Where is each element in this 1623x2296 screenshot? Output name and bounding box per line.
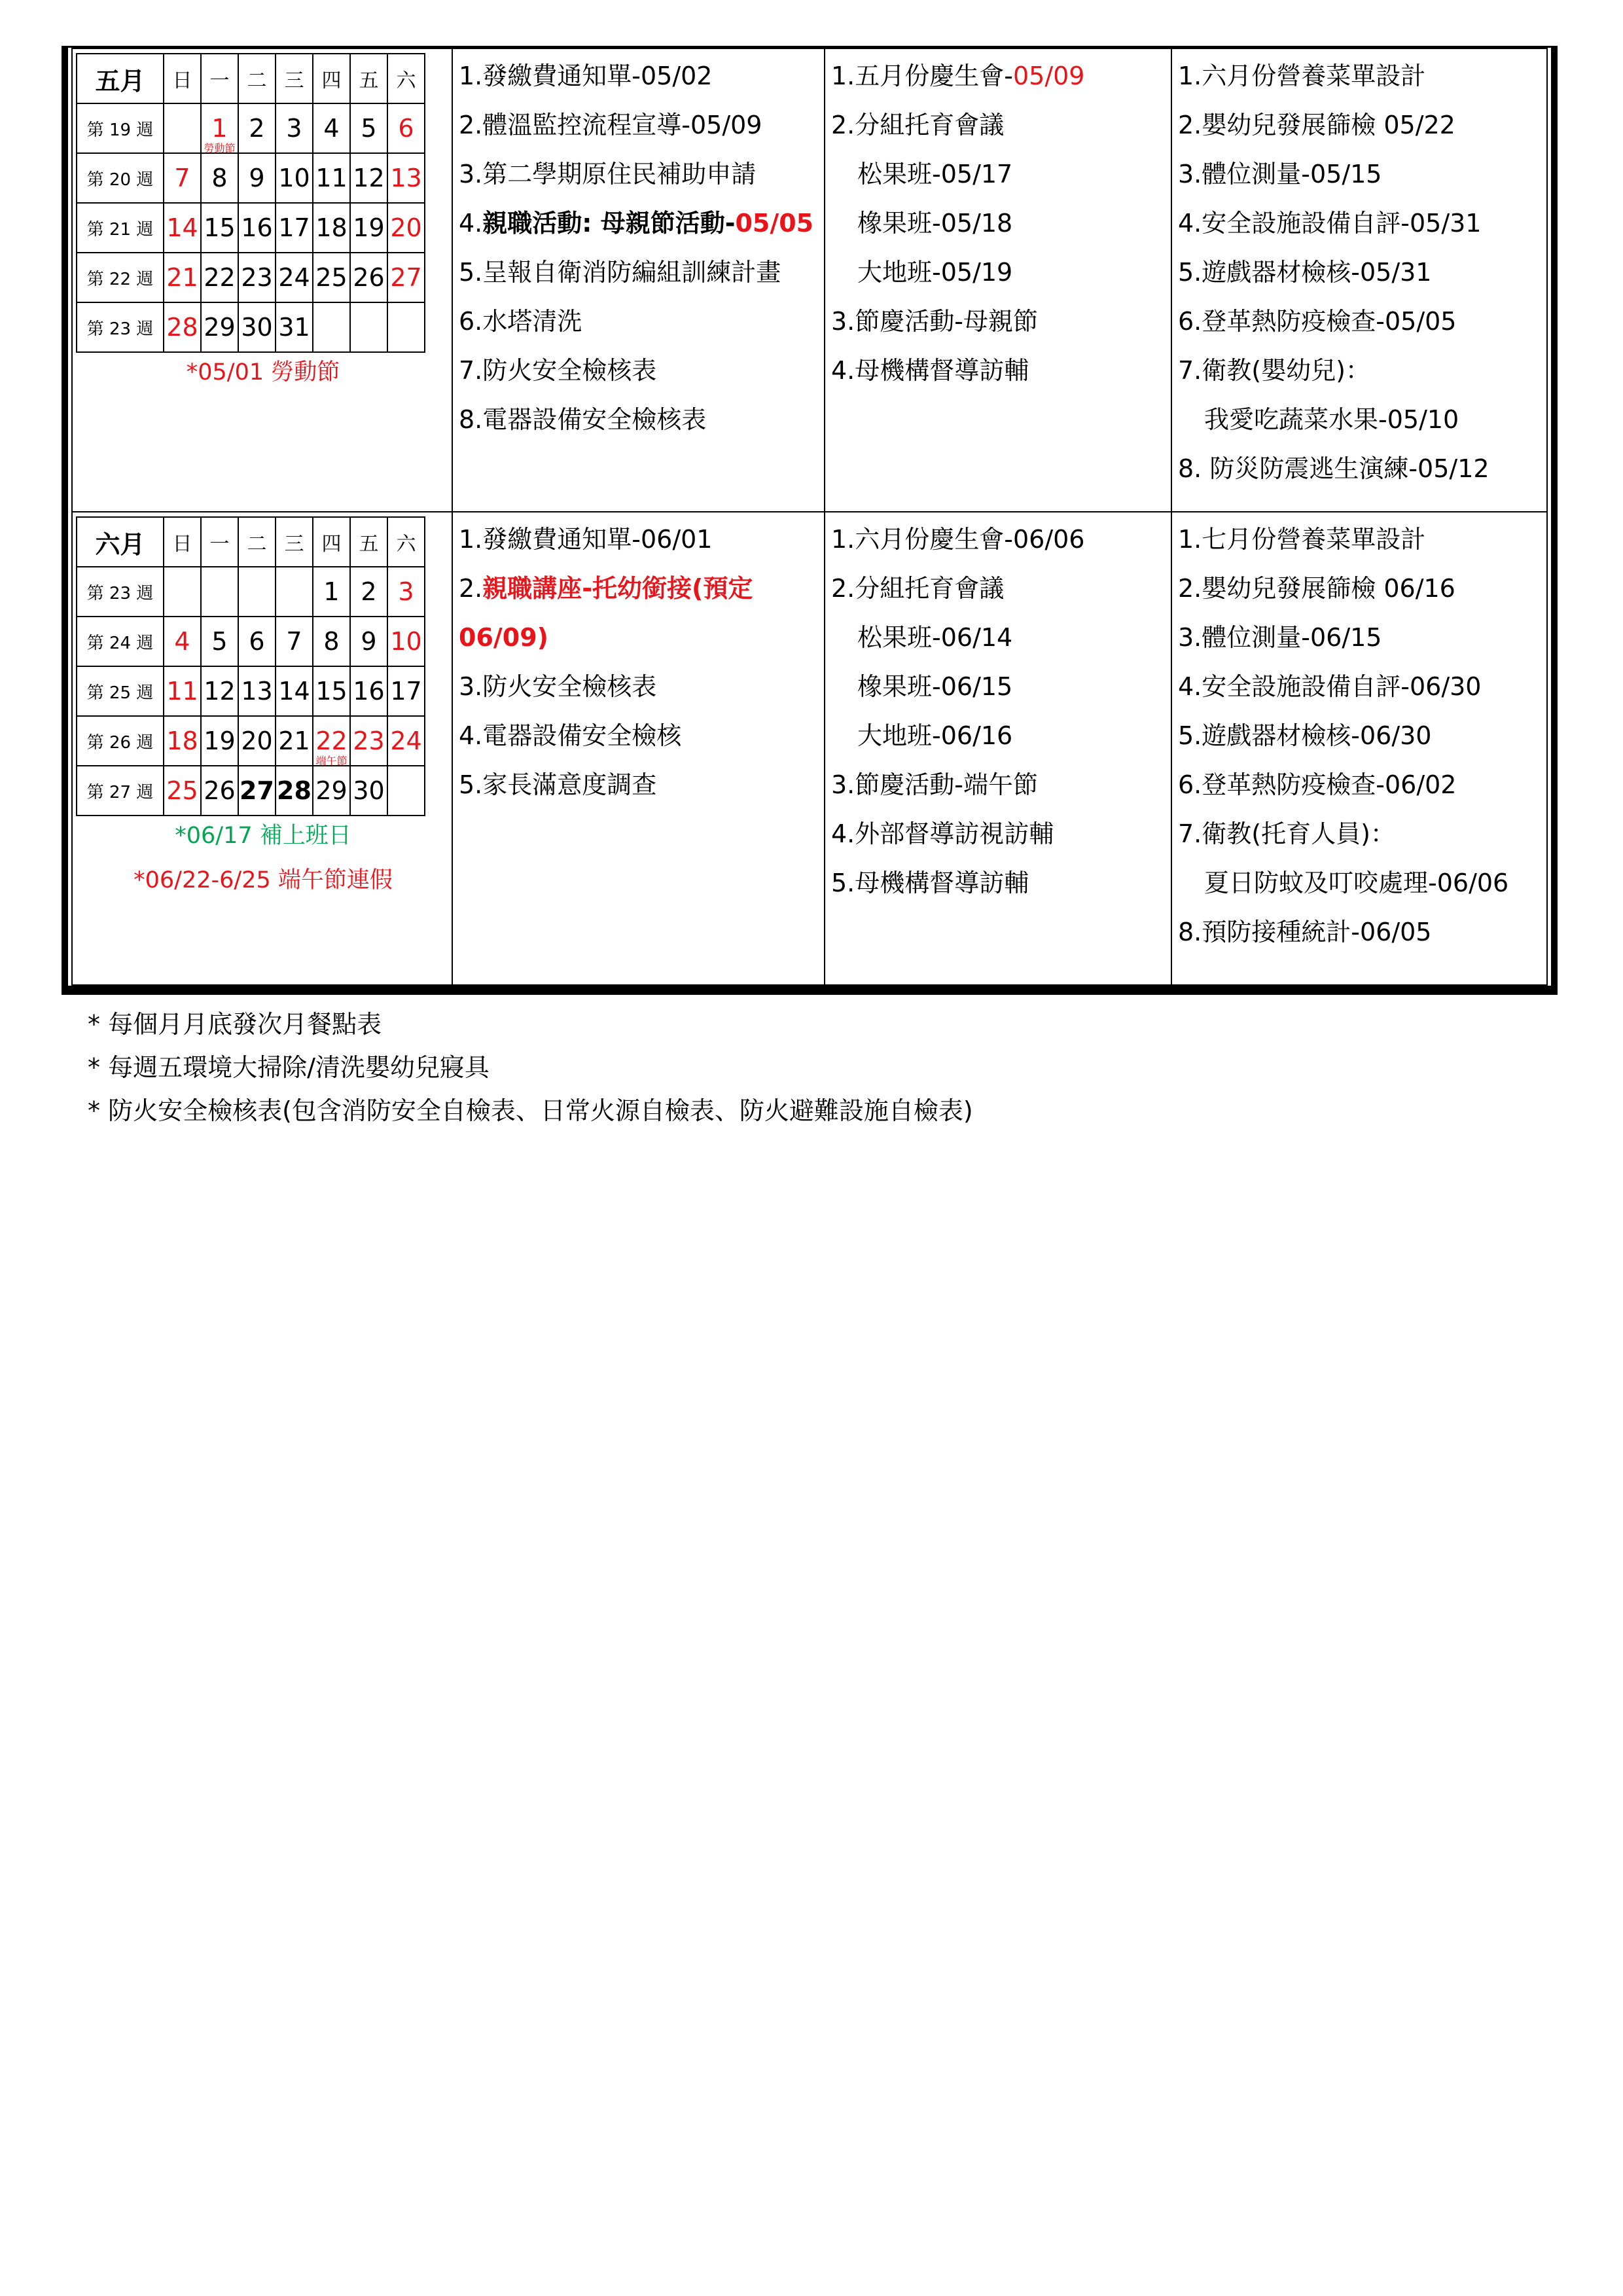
calendar-week-row [77,253,425,302]
day-number: 23 [353,726,385,755]
activity-line [1178,454,1489,484]
calendar-day [238,766,276,816]
activity-line [831,524,1084,554]
holiday-note: 端午節 [315,755,348,767]
calendar-week-row [77,203,425,253]
activity-line [831,306,1038,336]
day-number: 19 [353,213,385,242]
activity-text: 6.登革熱防疫檢查-06/02 [1178,770,1457,799]
activity-line [1178,721,1431,751]
activity-text: 2.嬰幼兒發展篩檢 06/16 [1178,574,1455,603]
holiday-note: 勞動節 [204,142,236,154]
week-number: 第 26 週 [77,716,164,766]
calendar-day [313,766,350,816]
activity-line [1178,61,1425,91]
day-number: 25 [315,263,348,292]
activity-line [459,622,548,653]
calendar-day [276,302,313,352]
calendar-day [164,302,201,352]
activity-text: 7.衛教(托育人員)： [1178,819,1395,848]
week-number: 第 27 週 [77,766,164,816]
calendar-day [238,253,276,302]
calendar-day [387,716,425,766]
activity-line [857,159,1012,189]
day-number: 10 [278,164,310,192]
activity-text: 2.分組托育會議 [831,574,1005,603]
calendar-day [201,716,238,766]
day-number: 14 [278,677,310,706]
activity-line [1178,770,1456,800]
day-number: 14 [166,213,198,242]
activity-text: 05/09 [1012,62,1085,90]
week-number: 第 20 週 [77,153,164,203]
activity-text: 4. [459,209,483,238]
calendar-day [164,253,201,302]
activity-text: 5.遊戲器材檢核-06/30 [1178,721,1432,750]
activity-text: 6.登革熱防疫檢查-05/05 [1178,307,1457,336]
weekday-header: 三 [276,54,313,103]
calendar-day [313,153,350,203]
calendar-day [164,716,201,766]
activity-line [459,524,712,554]
calendar-day [313,716,350,766]
weekday-header: 日 [164,517,201,567]
holiday-item: *05/01 勞動節 [186,359,340,386]
calendar-day [350,716,387,766]
day-number: 5 [361,114,377,143]
day-number: 24 [278,263,310,292]
calendar-day [387,253,425,302]
calendar-header-row [77,54,425,103]
activity-text: 4.母機構督導訪輔 [831,356,1029,385]
weekday-header: 六 [387,517,425,567]
calendar-day [238,567,276,617]
activity-text: 3.體位測量-05/15 [1178,160,1382,188]
activity-text: 2.分組托育會議 [831,111,1005,139]
calendar-day [201,203,238,253]
calendar-header-row [77,517,425,567]
week-number: 第 23 週 [77,302,164,352]
calendar-day [313,567,350,617]
activity-line [1178,257,1431,287]
day-number: 13 [241,677,273,706]
activity-line [1204,404,1459,435]
day-number: 1 [323,577,340,606]
activity-line [459,672,656,702]
day-number: 28 [166,313,198,342]
activity-text: 5.母機構督導訪輔 [831,869,1029,897]
activity-text: 親職講座-托幼銜接(預定 [482,574,753,603]
calendar-day [313,302,350,352]
activity-line [459,355,656,386]
calendar-week-row [77,153,425,203]
day-number: 19 [204,726,236,755]
activity-line [459,404,706,435]
calendar-day [238,617,276,666]
activity-line [1204,868,1508,898]
calendar-day [201,302,238,352]
day-number: 12 [204,677,236,706]
calendar-day [276,617,313,666]
calendar-day [164,617,201,666]
activity-line [831,355,1029,386]
day-number: 22 [204,263,236,292]
day-number: 29 [315,776,348,805]
day-number: 21 [278,726,310,755]
activity-text: 大地班-05/19 [857,258,1013,287]
activity-text: 5.家長滿意度調查 [459,770,657,799]
calendar-day [387,567,425,617]
day-number: 10 [390,627,422,656]
day-number: 18 [166,726,198,755]
activity-line [459,208,813,238]
activity-text: 8. 防災防震逃生演練-05/12 [1178,454,1489,483]
week-number: 第 19 週 [77,103,164,153]
activity-text: 橡果班-05/18 [857,209,1013,238]
calendar-day [238,302,276,352]
activity-text: 1.六月份慶生會-06/06 [831,525,1085,554]
calendar-day [313,666,350,716]
activity-text: 大地班-06/16 [857,721,1013,750]
activity-line [857,672,1012,702]
activity-text: 3.節慶活動-母親節 [831,307,1038,336]
activity-text: 3.體位測量-06/15 [1178,623,1382,652]
day-number: 2 [361,577,377,606]
activity-line [459,573,753,603]
calendar-day [387,103,425,153]
activity-line [1178,355,1370,386]
activity-line [857,721,1012,751]
activity-line [1178,208,1481,238]
calendar-day [350,617,387,666]
calendar-week-row [77,666,425,716]
calendar-day [201,153,238,203]
weekday-header: 一 [201,517,238,567]
day-number: 4 [174,627,190,656]
activity-line [459,159,756,189]
may-calendar [76,53,425,353]
calendar-day [350,666,387,716]
activity-text: 5.遊戲器材檢核-05/31 [1178,258,1432,287]
activity-text: 4.安全設施設備自評-06/30 [1178,672,1482,701]
activity-line [1178,573,1455,603]
day-number: 7 [174,164,190,192]
week-number: 第 21 週 [77,203,164,253]
activity-text: 06/09) [459,623,549,652]
calendar-day [164,766,201,816]
day-number: 4 [323,114,340,143]
calendar-week-row [77,766,425,816]
activity-text: 8.預防接種統計-06/05 [1178,918,1432,946]
activity-line [459,257,781,287]
activity-line [831,110,1004,140]
column-divider [1171,49,1172,984]
calendar-day [350,203,387,253]
weekday-header: 日 [164,54,201,103]
activity-text: 3.第二學期原住民補助申請 [459,160,757,188]
day-number: 17 [390,677,422,706]
day-number: 12 [353,164,385,192]
day-number: 11 [315,164,348,192]
activity-text: 8.電器設備安全檢核表 [459,405,707,434]
weekday-header: 四 [313,517,350,567]
calendar-day [164,203,201,253]
calendar-day [201,253,238,302]
calendar-day [276,203,313,253]
day-number: 11 [166,677,198,706]
activity-text: 1.發繳費通知單-05/02 [459,62,713,90]
calendar-day [238,716,276,766]
calendar-day [238,153,276,203]
day-number: 28 [277,776,312,805]
calendar-day [350,253,387,302]
activity-text: 5.呈報自衛消防編組訓練計畫 [459,258,781,287]
calendar-day [164,567,201,617]
day-number: 29 [204,313,236,342]
calendar-day [238,203,276,253]
activity-text: 7.衛教(嬰幼兒)： [1178,356,1370,385]
weekday-header: 二 [238,54,276,103]
activity-line [831,61,1084,91]
june-calendar [76,516,425,816]
activity-text: 2.嬰幼兒發展篩檢 05/22 [1178,111,1455,139]
calendar-day [387,766,425,816]
activity-text: 松果班-05/17 [857,160,1013,188]
activity-text: 橡果班-06/15 [857,672,1013,701]
calendar-week-row [77,302,425,352]
day-number: 30 [241,313,273,342]
activity-line [1178,306,1456,336]
activity-text: 3.節慶活動-端午節 [831,770,1038,799]
activity-text: 我愛吃蔬菜水果-05/10 [1204,405,1459,434]
day-number: 2 [249,114,265,143]
calendar-day [387,617,425,666]
calendar-day [276,103,313,153]
activity-text: 7.防火安全檢核表 [459,356,657,385]
day-number: 26 [353,263,385,292]
calendar-day [387,666,425,716]
calendar-day [387,153,425,203]
column-divider [452,49,453,984]
calendar-day [350,302,387,352]
day-number: 22 [315,726,348,755]
day-number: 5 [211,627,228,656]
calendar-day [201,666,238,716]
calendar-day [276,766,313,816]
calendar-day [387,203,425,253]
day-number: 15 [315,677,348,706]
activity-line [831,573,1004,603]
activity-text: 1.五月份慶生會- [831,62,1013,90]
activity-text: 親職活動: 母親節活動- [482,209,736,238]
calendar-day [164,103,201,153]
day-number: 13 [390,164,422,192]
day-number: 21 [166,263,198,292]
calendar-day [201,617,238,666]
calendar-day [201,567,238,617]
activity-text: 1.六月份營養菜單設計 [1178,62,1426,90]
activity-line [1178,110,1455,140]
footnote: * 防火安全檢核表(包含消防安全自檢表、日常火源自檢表、防火避難設施自檢表) [88,1096,973,1125]
schedule-table [71,48,1548,986]
activity-line [1178,672,1481,702]
calendar-week-row [77,567,425,617]
schedule-frame [62,46,1558,995]
activity-line [459,306,582,336]
day-number: 23 [241,263,273,292]
activity-text: 6.水塔清洗 [459,307,582,336]
calendar-day [164,153,201,203]
day-number: 20 [390,213,422,242]
holiday-item: *06/22-6/25 端午節連假 [134,867,393,893]
calendar-day [350,103,387,153]
activity-line [1178,819,1395,849]
activity-text: 05/05 [735,209,814,238]
day-number: 16 [353,677,385,706]
calendar-day [313,103,350,153]
calendar-day [313,253,350,302]
day-number: 3 [286,114,302,143]
column-divider [824,49,825,984]
month-label: 五月 [77,54,164,103]
calendar-week-row [77,617,425,666]
day-number: 9 [361,627,377,656]
day-number: 17 [278,213,310,242]
day-number: 30 [353,776,385,805]
activity-text: 3.防火安全檢核表 [459,672,657,701]
activity-text: 2.體溫監控流程宣導-05/09 [459,111,762,139]
day-number: 24 [390,726,422,755]
day-number: 1 [211,114,228,143]
calendar-day [350,567,387,617]
calendar-week-row [77,716,425,766]
week-number: 第 25 週 [77,666,164,716]
activity-text: 1.發繳費通知單-06/01 [459,525,713,554]
day-number: 25 [166,776,198,805]
activity-line [857,622,1012,653]
activity-text: 2. [459,574,483,603]
calendar-day [276,253,313,302]
weekday-header: 二 [238,517,276,567]
weekday-header: 一 [201,54,238,103]
activity-line [1178,159,1382,189]
activity-line [831,868,1029,898]
day-number: 9 [249,164,265,192]
day-number: 3 [398,577,414,606]
day-number: 27 [240,776,274,805]
day-number: 16 [241,213,273,242]
weekday-header: 六 [387,54,425,103]
calendar-day [238,666,276,716]
calendar-day [238,103,276,153]
calendar-day [313,617,350,666]
day-number: 8 [323,627,340,656]
activity-line [459,110,762,140]
day-number: 6 [398,114,414,143]
day-number: 7 [286,627,302,656]
activity-text: 4.安全設施設備自評-05/31 [1178,209,1482,238]
month-label: 六月 [77,517,164,567]
activity-line [831,819,1054,849]
activity-line [857,257,1012,287]
activity-text: 4.電器設備安全檢核 [459,721,682,750]
activity-text: 1.七月份營養菜單設計 [1178,525,1426,554]
week-number: 第 22 週 [77,253,164,302]
calendar-day [201,766,238,816]
calendar-day [350,153,387,203]
weekday-header: 三 [276,517,313,567]
calendar-day [350,766,387,816]
day-number: 27 [390,263,422,292]
activity-line [857,208,1012,238]
calendar-day [201,103,238,153]
activity-line [1178,524,1425,554]
week-number: 第 23 週 [77,567,164,617]
activity-line [459,770,656,800]
week-number: 第 24 週 [77,617,164,666]
activity-text: 松果班-06/14 [857,623,1013,652]
day-number: 20 [241,726,273,755]
calendar-day [387,302,425,352]
calendar-day [276,153,313,203]
activity-line [459,61,712,91]
month-divider [73,511,1546,512]
activity-text: 夏日防蚊及叮咬處理-06/06 [1204,869,1509,897]
holiday-item: *06/17 補上班日 [175,823,351,849]
calendar-week-row [77,103,425,153]
day-number: 8 [211,164,228,192]
day-number: 18 [315,213,348,242]
activity-line [831,770,1038,800]
day-number: 31 [278,313,310,342]
calendar-day [276,567,313,617]
footnote: * 每個月月底發次月餐點表 [88,1010,382,1039]
weekday-header: 五 [350,517,387,567]
activity-text: 4.外部督導訪視訪輔 [831,819,1054,848]
day-number: 6 [249,627,265,656]
activity-line [1178,917,1431,947]
day-number: 15 [204,213,236,242]
calendar-day [276,716,313,766]
day-number: 26 [204,776,236,805]
calendar-day [276,666,313,716]
weekday-header: 四 [313,54,350,103]
activity-line [459,721,681,751]
weekday-header: 五 [350,54,387,103]
footnote: * 每週五環境大掃除/清洗嬰幼兒寢具 [88,1053,490,1082]
calendar-day [313,203,350,253]
activity-line [1178,622,1382,653]
calendar-day [164,666,201,716]
